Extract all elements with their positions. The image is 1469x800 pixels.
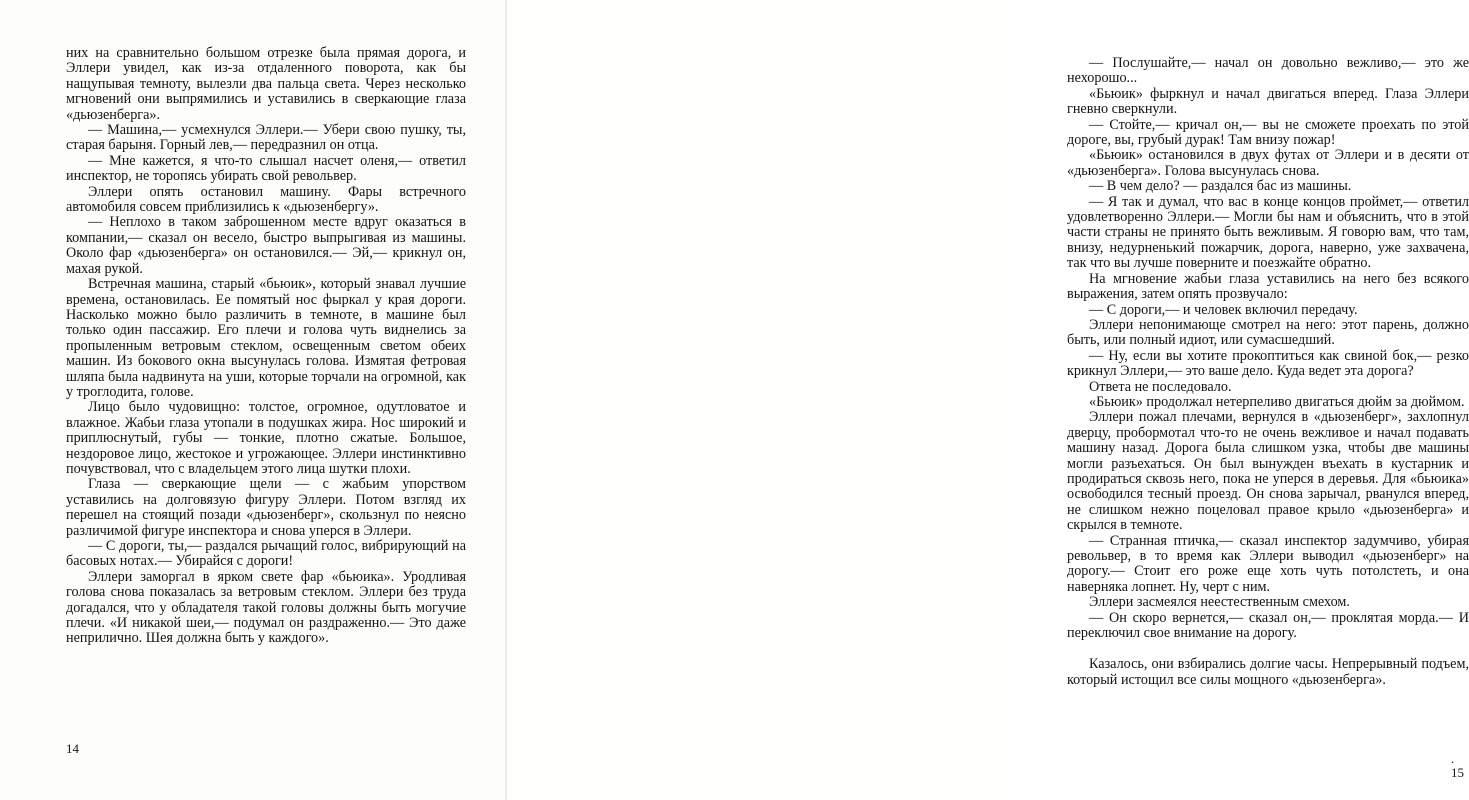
paragraph: Лицо было чудовищно: толстое, огромное, одутловатое и влажное. Жабьи глаза утопали в подушках жира. Нос широкий и приплюснутый, губы — тонкие, плотно сжатые. Большое, нездоровое лицо, жестокое и угрожающее. Эллери инстинктивно почувствовал, что с владельцем этого лица шутки плохи. [66,399,466,477]
paragraph: Эллери опять остановил машину. Фары встречного автомобиля совсем приблизились к «дьюзенбергу». [66,183,466,216]
paragraph: — Послушайте,— начал он довольно вежливо,— это же нехорошо... [1067,55,1469,87]
paragraph: Ответа не последовало. [1089,378,1232,395]
left-page-text [66,46,466,647]
paragraph: — Стойте,— кричал он,— вы не сможете проехать по этой дороге, вы, грубый дурак! Там внизу пожар! [1067,116,1469,149]
page-number: . 15 [1451,751,1464,780]
paragraph: — Он скоро вернется,— сказал он,— проклятая морда.— И переключил свое внимание на дорогу. [1067,609,1469,642]
paragraph: — Мне кажется, я что-то слышал насчет оленя,— ответил инспектор, не торопясь убирать свой револьвер. [66,152,466,185]
paragraph: На мгновение жабьи глаза уставились на него без всякого выражения, затем опять прозвучало: [1067,270,1469,303]
paragraph: — Странная птичка,— сказал инспектор задумчиво, убирая револьвер, в то время как Эллери выводил «дьюзенберг» на дорогу.— Стоит его роже еще хоть чуть потолстеть, и она наверняка лопнет. Ну, черт с ним. [1067,532,1469,595]
paragraph: Казалось, они взбирались долгие часы. Непрерывный подъем, который истощил все силы мощного «дьюзенберга». [1067,656,1469,688]
paragraph: Глаза — сверкающие щели — с жабьим упорством уставились на долговязую фигуру Эллери. Потом взгляд их перешел на стоящий позади «дьюзенберг», скользнул по неясно различимой фигуре инспектора и снова уперся в Эллери. [66,476,466,539]
left-page [0,0,507,800]
right-page-text [1067,56,1469,688]
paragraph: — В чем дело? — раздался бас из машины. [1089,178,1352,195]
paragraph: Эллери заморгал в ярком свете фар «бьюика». Уродливая голова снова показалась за ветровым стеклом. Эллери без труда догадался, что у обладателя такой головы должны быть могучие плечи. «И никакой шеи,— подумал он раздраженно.— Это даже неприлично. Шея должна быть у каждого». [66,568,466,647]
paragraph: — Неплохо в таком заброшенном месте вдруг оказаться в компании,— сказал он весело, быстро выпрыгивая из машины. Около фар «дьюзенберга» он остановился.— Эй,— крикнул он, махая рукой. [66,214,466,277]
page-number: 14 [66,741,79,756]
paragraph: «Бьюик» продолжал нетерпеливо двигаться дюйм за дюймом. [1089,393,1465,410]
paragraph: «Бьюик» фыркнул и начал двигаться вперед. Глаза Эллери гневно сверкнули. [1067,85,1469,118]
paragraph: — Ну, если вы хотите прокоптиться как свиной бок,— резко крикнул Эллери,— это ваше дело. Куда ведет эта дорога? [1067,347,1469,380]
paragraph: «Бьюик» остановился в двух футах от Эллери и в десяти от «дьюзенберга». Голова высунулась снова. [1067,147,1469,179]
paragraph: — С дороги,— и человек включил передачу. [1089,301,1358,318]
paragraph: Эллери непонимающе смотрел на него: этот парень, должно быть, или полный идиот, или сумасшедший. [1067,316,1469,349]
paragraph: Эллери пожал плечами, вернулся в «дьюзенберг», захлопнул дверцу, пробормотал что-то не очень вежливое и начал подавать машину назад. Дорога была слишком узка, чтобы две машины могли разъехаться. Он был вынужден въехать в кустарник и продираться сквозь него, пока не уперся в деревья. Для «бьюика» освободился тесный проезд. Он снова зарычал, рванулся вперед, не слишком нежно поцеловал правое крыло «дьюзенберга» и скрылся в темноте. [1067,409,1469,534]
paragraph: Эллери засмеялся неестественным смехом. [1089,594,1350,611]
paragraph: — Я так и думал, что вас в конце концов проймет,— ответил удовлетворенно Эллери.— Могли бы нам и объяснить, что в этой части страны не принято быть вежливым. Я говорю вам, что там, внизу, недурненький пожарчик, дорога, наверно, уже захвачена, так что вы лучше поверните и поезжайте обратно. [1067,193,1469,272]
paragraph: — Машина,— усмехнулся Эллери.— Убери свою пушку, ты, старая барыня. Горный лев,— передразнил он отца. [66,122,466,154]
paragraph: — С дороги, ты,— раздался рычащий голос, вибрирующий на басовых нотах.— Убирайся с дороги! [66,538,466,570]
right-page [507,0,1469,800]
paragraph: Встречная машина, старый «бьюик», который знавал лучшие времена, остановилась. Ее помятый нос фыркал у края дороги. Насколько можно было различить в темноте, в машине был только один пассажир. Его плечи и голова чуть виднелись за пропыленным ветровым стеклом, освещенным светом обеих машин. Из бокового окна высунулась голова. Измятая фетровая шляпа была надвинута на уши, которые торчали на огромной, как у троглодита, голове. [66,276,466,400]
paragraph: них на сравнительно большом отрезке была прямая дорога, и Эллери увидел, как из-за отдаленного поворота, как бы нащупывая темноту, вылезли два пальца света. Через несколько мгновений они выпрямились и уставились в сверкающие глаза «дьюзенберга». [66,45,466,123]
